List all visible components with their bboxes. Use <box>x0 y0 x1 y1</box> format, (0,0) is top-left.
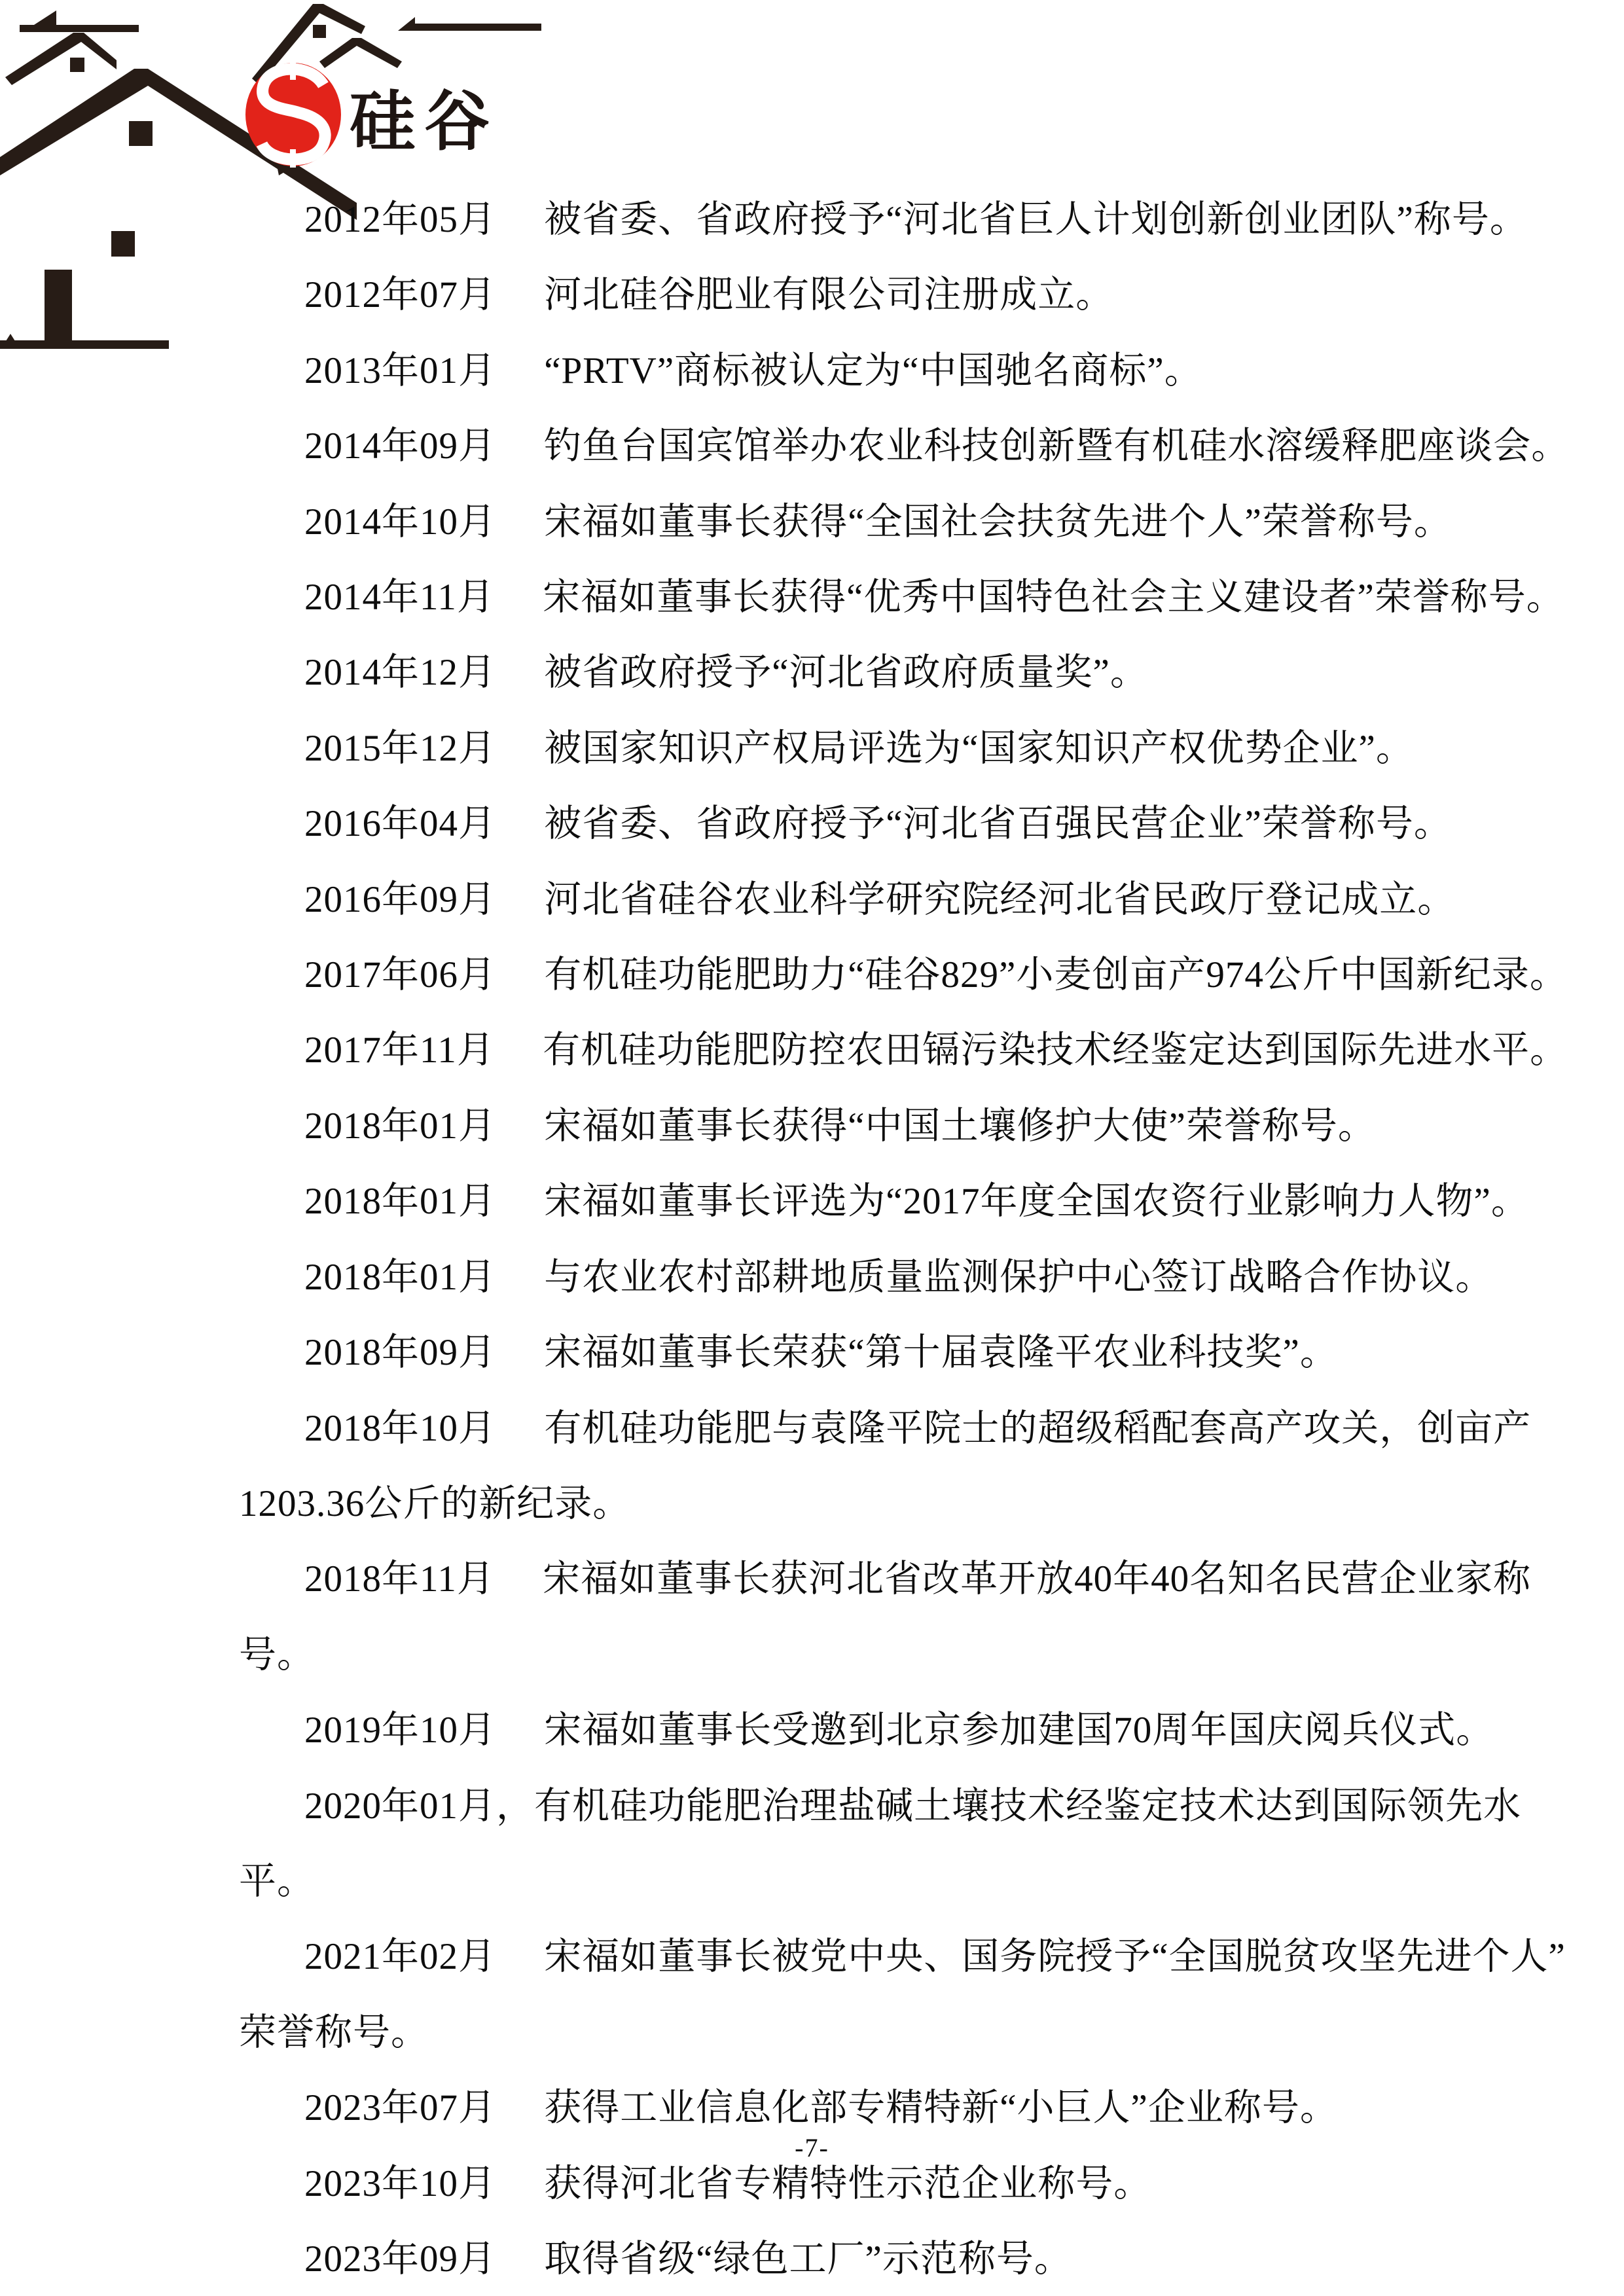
timeline-line <box>239 937 1594 1013</box>
entry-separator <box>496 879 544 920</box>
entry-separator <box>496 1257 544 1298</box>
entry-separator <box>496 1408 544 1449</box>
entry-date: 2018年01月 <box>304 1181 496 1223</box>
entry-date: 2018年10月 <box>304 1407 496 1449</box>
entry-date: 2023年09月 <box>304 2238 496 2280</box>
timeline-line <box>239 484 1594 560</box>
timeline-line <box>239 711 1594 786</box>
entry-separator <box>496 2163 544 2204</box>
timeline-line <box>239 182 1594 257</box>
entry-text: 有机硅功能肥防控农田镉污染技术经鉴定达到国际先进水平。 <box>543 1030 1568 1071</box>
entry-date: 2016年04月 <box>304 803 496 845</box>
entry-separator <box>496 1105 544 1147</box>
entry-text: 有机硅功能肥与袁隆平院士的超级稻配套高产攻关，创亩产 <box>544 1407 1532 1449</box>
entry-separator <box>496 728 544 769</box>
entry-separator <box>496 954 544 996</box>
page-number: -7- <box>795 2133 829 2162</box>
entry-text: 宋福如董事长荣获“第十届袁隆平农业科技奖”。 <box>544 1332 1338 1374</box>
entry-separator <box>496 274 544 315</box>
timeline-line <box>239 1013 1594 1088</box>
entry-date: 2017年06月 <box>304 954 496 996</box>
timeline-line-continuation <box>239 1466 1594 1541</box>
entry-text: 被省政府授予“河北省政府质量奖”。 <box>544 652 1148 694</box>
timeline-line <box>239 786 1594 861</box>
timeline-line <box>239 333 1594 408</box>
entry-date: 2020年01月 <box>304 1785 496 1827</box>
entry-text: 取得省级“绿色工厂”示范称号。 <box>544 2238 1072 2280</box>
entry-date: 2014年12月 <box>304 652 496 694</box>
timeline-line <box>239 1315 1594 1390</box>
bottom-window <box>111 231 135 257</box>
entry-date: 2016年09月 <box>304 878 496 920</box>
timeline-line-continuation <box>239 1995 1594 2070</box>
entry-date: 2021年02月 <box>304 1936 496 1978</box>
bottom-baseline <box>0 340 169 349</box>
timeline-line <box>239 1919 1594 1994</box>
entry-text: 被国家知识产权局评选为“国家知识产权优势企业”。 <box>544 727 1414 769</box>
timeline-line <box>239 1240 1594 1315</box>
entry-date: 2014年11月 <box>304 577 495 619</box>
entry-text: 被省委、省政府授予“河北省巨人计划创新创业团队”称号。 <box>544 199 1528 240</box>
flag-left-icon <box>34 10 56 25</box>
entry-separator: ， <box>496 1785 534 1827</box>
entry-date: 2019年10月 <box>304 1710 496 1751</box>
logo-brand-text: 硅谷 <box>350 85 499 158</box>
roof-left-window <box>70 58 84 72</box>
entry-separator <box>496 2087 544 2128</box>
entry-text: 宋福如董事长获得“优秀中国特色社会主义建设者”荣誉称号。 <box>543 577 1564 619</box>
entry-separator <box>495 577 543 618</box>
entry-date: 2023年07月 <box>304 2087 496 2129</box>
entry-separator <box>496 652 544 693</box>
roof-right-window <box>313 25 326 38</box>
entry-separator <box>496 350 544 391</box>
timeline-line <box>239 635 1594 710</box>
entry-separator <box>496 2238 544 2280</box>
entry-separator <box>496 199 544 240</box>
entry-date: 2017年11月 <box>304 1030 495 1071</box>
entry-text: 宋福如董事长获得“中国土壤修护大使”荣誉称号。 <box>544 1105 1376 1147</box>
entry-date: 2014年09月 <box>304 425 496 467</box>
entry-separator <box>496 1710 544 1751</box>
entry-date: 2018年01月 <box>304 1105 496 1147</box>
entry-date: 2012年05月 <box>304 199 496 240</box>
entry-text: 宋福如董事长获河北省改革开放40年40名知名民营企业家称号。 <box>239 1558 1532 1676</box>
timeline-line <box>239 1088 1594 1164</box>
entry-text: “PRTV”商标被认定为“中国驰名商标”。 <box>544 350 1202 391</box>
entry-date: 2023年10月 <box>304 2162 496 2204</box>
entry-text: 钓鱼台国宾馆举办农业科技创新暨有机硅水溶缓释肥座谈会。 <box>544 425 1570 467</box>
roof-right-small-icon <box>319 38 402 68</box>
entry-text: 有机硅功能肥助力“硅谷829”小麦创亩产974公斤中国新纪录。 <box>544 954 1568 996</box>
flag-left-bar <box>20 25 139 32</box>
timeline-line <box>239 1768 1594 1920</box>
timeline-line <box>239 1391 1594 1466</box>
flag-right-icon <box>398 17 415 31</box>
entry-text: 获得河北省专精特性示范企业称号。 <box>544 2162 1152 2204</box>
bottom-chimney <box>45 270 72 349</box>
entry-text: 与农业农村部耕地质量监测保护中心签订战略合作协议。 <box>544 1256 1494 1298</box>
entry-date: 2018年01月 <box>304 1256 496 1298</box>
entry-date: 2018年11月 <box>304 1558 495 1600</box>
entry-separator <box>496 425 544 467</box>
timeline-line <box>239 1541 1594 1693</box>
entry-text: 荣誉称号。 <box>239 2011 429 2053</box>
timeline-line <box>239 862 1594 937</box>
entry-text: 宋福如董事长被党中央、国务院授予“全国脱贫攻坚先进个人” <box>544 1936 1566 1978</box>
entry-text: 宋福如董事长评选为“2017年度全国农资行业影响力人物”。 <box>544 1181 1529 1223</box>
entry-date: 2018年09月 <box>304 1332 496 1374</box>
timeline-line <box>239 1164 1594 1239</box>
timeline-line <box>239 2221 1594 2296</box>
entry-text: 宋福如董事长获得“全国社会扶贫先进个人”荣誉称号。 <box>544 501 1452 543</box>
timeline-line <box>239 408 1594 484</box>
entry-date: 2014年10月 <box>304 501 496 543</box>
entry-date: 2013年01月 <box>304 350 496 391</box>
entry-separator <box>496 1332 544 1373</box>
entry-text: 宋福如董事长受邀到北京参加建国70周年国庆阅兵仪式。 <box>544 1710 1494 1751</box>
timeline-line <box>239 257 1594 332</box>
entry-separator <box>496 803 544 844</box>
entry-separator <box>496 1936 544 1977</box>
timeline-line <box>239 1693 1594 1768</box>
entry-text: 1203.36公斤的新纪录。 <box>239 1482 631 1524</box>
milestone-timeline <box>239 182 1594 2296</box>
entry-text: 河北省硅谷农业科学研究院经河北省民政厅登记成立。 <box>544 878 1456 920</box>
entry-date: 2015年12月 <box>304 727 496 769</box>
entry-text: 获得工业信息化部专精特新“小巨人”企业称号。 <box>544 2087 1338 2129</box>
entry-text: 河北硅谷肥业有限公司注册成立。 <box>544 274 1114 316</box>
roof-center-window <box>129 121 153 146</box>
entry-separator <box>496 501 544 543</box>
entry-separator <box>496 1181 544 1222</box>
timeline-line <box>239 560 1594 635</box>
entry-separator <box>495 1558 543 1600</box>
entry-separator <box>495 1030 543 1071</box>
roof-left-icon <box>5 33 117 85</box>
entry-text: 有机硅功能肥治理盐碱土壤技术经鉴定技术达到国际领先水平。 <box>239 1785 1521 1902</box>
flag-right-bar <box>415 24 541 31</box>
entry-text: 被省委、省政府授予“河北省百强民营企业”荣誉称号。 <box>544 803 1452 845</box>
entry-date: 2012年07月 <box>304 274 496 316</box>
